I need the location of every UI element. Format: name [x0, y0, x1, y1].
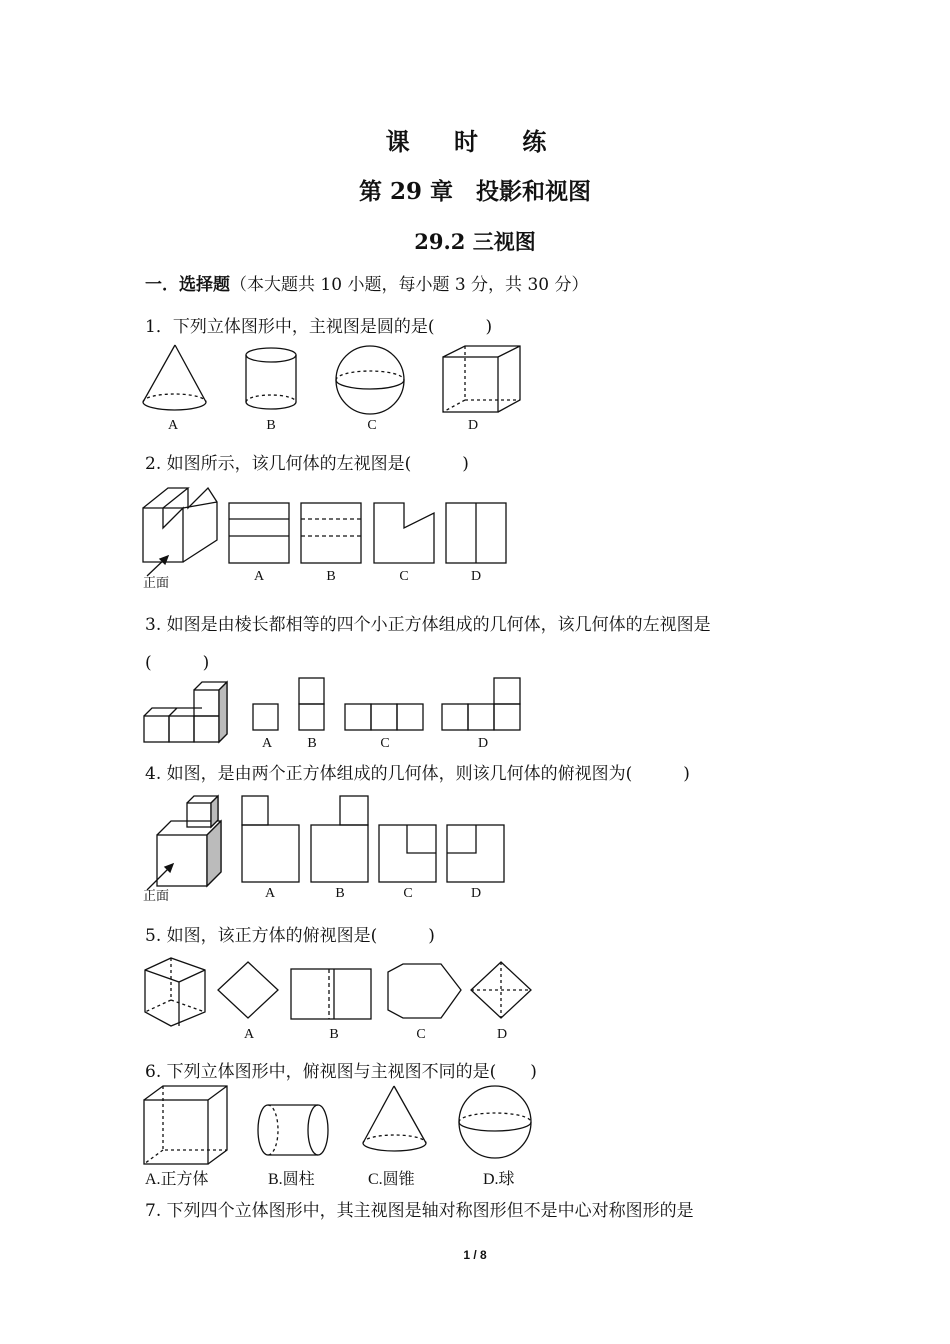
q6-cylinder-shape — [258, 1105, 328, 1155]
q6-cube-shape — [144, 1086, 227, 1164]
q4-cubes-shape — [157, 796, 221, 886]
q5-option-c: C — [416, 1027, 426, 1042]
q4-option-c: C — [403, 886, 413, 901]
question-7-text: 7. 下列四个立体图形中，其主视图是轴对称图形但不是中心对称图形的是 — [145, 1201, 694, 1221]
q6-option-b: B.圆柱 — [268, 1171, 315, 1188]
q5-option-b: B — [329, 1027, 339, 1042]
q2-option-d-view — [446, 503, 506, 563]
q2-option-b-view — [301, 503, 361, 563]
q3-option-d-view — [442, 678, 520, 730]
q5-option-b-view — [291, 969, 371, 1019]
question-6-text: 6. 下列立体图形中，俯视图与主视图不同的是( ) — [145, 1062, 537, 1082]
q2-option-a-view — [229, 503, 289, 563]
q4-option-d-view — [447, 825, 504, 882]
q5-option-d-view — [471, 962, 531, 1018]
q5-option-a: A — [243, 1027, 255, 1042]
q5-cube-shape — [145, 958, 205, 1026]
section-note: （本大题共 10 小题，每小题 3 分，共 30 分） — [230, 275, 589, 295]
q6-cone-shape — [363, 1086, 426, 1151]
question-3-figure — [135, 674, 535, 754]
q3-option-b: B — [307, 736, 317, 751]
q2-solid-shape — [143, 488, 217, 562]
q4-front-label: 正面 — [143, 888, 170, 903]
q2-front-label: 正面 — [143, 575, 170, 590]
q1-cylinder-shape — [246, 348, 296, 409]
section-title: 29.2 三视图 — [414, 229, 536, 254]
question-1-text: 1．下列立体图形中，主视图是圆的是( ) — [145, 317, 493, 337]
page-number: 1 / 8 — [463, 1248, 487, 1262]
q3-option-c: C — [380, 736, 390, 751]
q1-cone-shape — [143, 345, 206, 410]
q2-option-b: B — [326, 569, 336, 584]
q6-option-c: C.圆锥 — [368, 1171, 415, 1188]
question-4-figure — [135, 790, 515, 902]
q5-option-c-view — [388, 964, 461, 1018]
question-2-figure — [135, 484, 515, 592]
question-5-text: 5. 如图，该正方体的俯视图是( ) — [145, 926, 435, 946]
q2-option-d: D — [470, 569, 482, 584]
question-5-figure — [135, 952, 535, 1044]
question-2-text: 2. 如图所示，该几何体的左视图是( ) — [145, 454, 469, 474]
q4-option-c-view — [379, 825, 436, 882]
page-title: 课 时 练 — [385, 127, 565, 156]
q3-option-d: D — [477, 736, 489, 751]
q5-option-d: D — [496, 1027, 508, 1042]
section-label: 一．选择题 — [145, 275, 230, 295]
question-6-figure — [135, 1080, 545, 1190]
q4-option-a-view — [242, 796, 299, 882]
question-4-text: 4. 如图，是由两个正方体组成的几何体，则该几何体的俯视图为( ) — [145, 764, 690, 784]
q2-option-c: C — [399, 569, 409, 584]
q3-cubes-shape — [144, 682, 227, 742]
q6-option-d: D.球 — [483, 1171, 515, 1188]
q3-option-a-view — [253, 704, 278, 730]
question-3-text-cont: ( ) — [145, 653, 210, 673]
question-1-figure — [135, 340, 535, 435]
q2-option-c-view — [374, 503, 434, 563]
q1-sphere-shape — [336, 346, 404, 414]
q1-option-a: A — [167, 418, 179, 433]
q1-cube-shape — [443, 346, 520, 412]
q1-option-d: D — [467, 418, 479, 433]
q1-option-b: B — [266, 418, 276, 433]
q4-option-b: B — [335, 886, 345, 901]
q4-option-a: A — [264, 886, 276, 901]
chapter-title: 第 29 章 投影和视图 — [358, 178, 592, 205]
q6-option-a: A.正方体 — [145, 1171, 209, 1188]
q6-sphere-shape — [459, 1086, 531, 1158]
q2-option-a: A — [253, 569, 265, 584]
q3-option-c-view — [345, 704, 423, 730]
q4-option-b-view — [311, 796, 368, 882]
q5-option-a-view — [218, 962, 278, 1018]
q3-option-a: A — [261, 736, 273, 751]
q4-option-d: D — [470, 886, 482, 901]
q3-option-b-view — [299, 678, 324, 730]
q1-option-c: C — [367, 418, 377, 433]
section-heading — [145, 270, 589, 295]
question-3-text: 3. 如图是由棱长都相等的四个小正方体组成的几何体，该几何体的左视图是 — [145, 615, 711, 635]
